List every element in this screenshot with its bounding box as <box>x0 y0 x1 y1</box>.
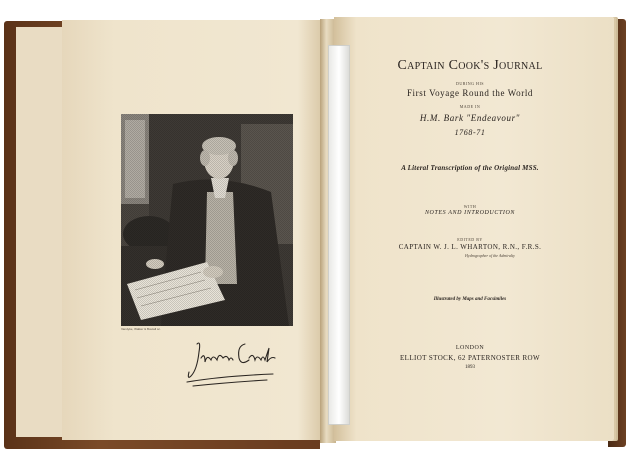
editor-line: CAPTAIN W. J. L. WHARTON, R.N., F.R.S. <box>398 243 542 251</box>
notes-line: NOTES AND INTRODUCTION <box>424 210 516 216</box>
ship-line: H.M. Bark "Endeavour" <box>419 113 521 123</box>
james-cook-signature <box>183 336 279 392</box>
illustrated-line: Illustrated by Maps and Facsimiles <box>433 297 507 302</box>
engraver-caption: Vandyke, Walker & Boutall sc. <box>121 327 161 331</box>
publisher-line: ELLIOT STOCK, 62 PATERNOSTER ROW <box>399 354 541 362</box>
voyage-line: First Voyage Round the World <box>406 88 534 98</box>
portrait-engraving <box>121 114 293 326</box>
book-title: Captain Cook's Journal <box>397 58 543 73</box>
subtitle-line: A Literal Transcription of the Original MSS. <box>401 164 539 172</box>
years-line: 1768-71 <box>454 128 486 137</box>
with-label: WITH <box>463 204 477 209</box>
endpaper <box>16 27 66 437</box>
during-label: DURING HIS <box>456 81 484 86</box>
made-in-label: MADE IN <box>459 104 481 109</box>
city-line: LONDON <box>455 345 485 351</box>
editor-role: Hydrographer of the Admiralty <box>465 253 515 258</box>
edited-by-label: EDITED BY <box>457 237 483 242</box>
year-line: 1893 <box>465 365 475 370</box>
